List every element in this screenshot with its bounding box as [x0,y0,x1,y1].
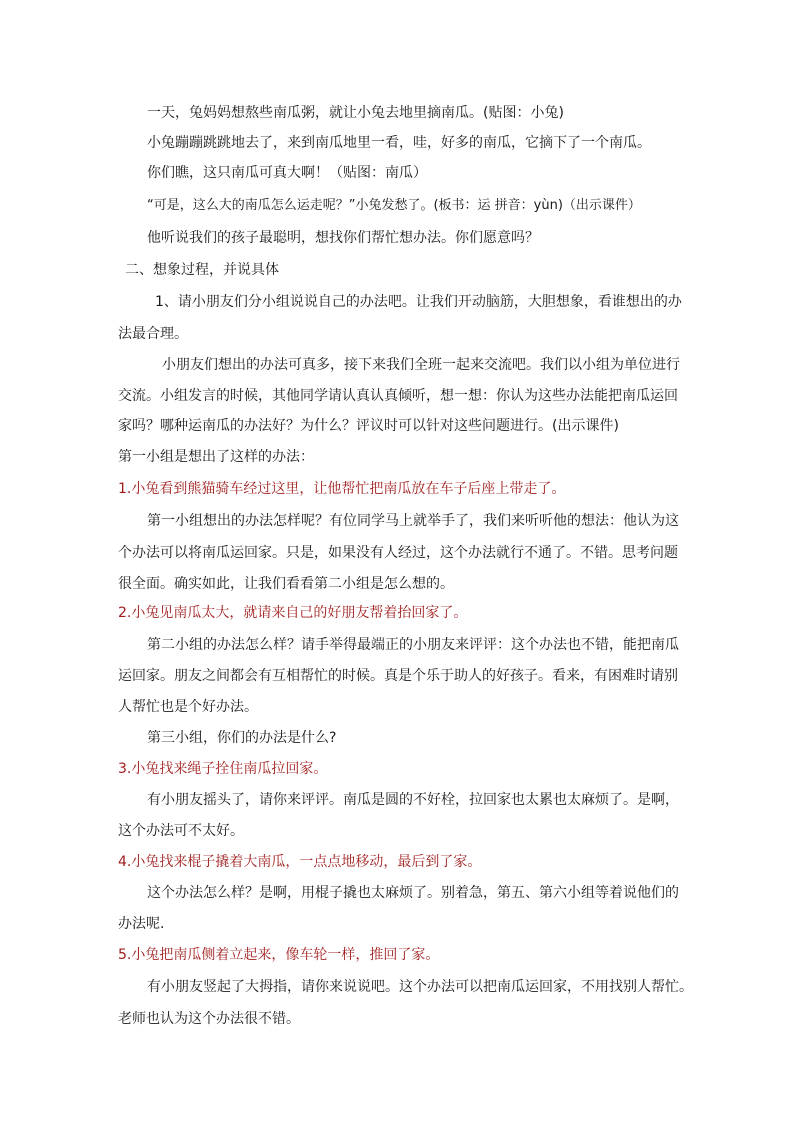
paragraph-line: 运回家。朋友之间都会有互相帮忙的时候。真是个乐于助人的好孩子。看来，有困难时请别 [118,668,678,684]
paragraph-line: 交流。小组发言的时候，其他同学请认真认真倾听，想一想：你认为这些办法能把南瓜运回 [118,388,678,404]
paragraph-line: 他听说我们的孩子最聪明，想找你们帮忙想办法。你们愿意吗？ [147,230,539,246]
paragraph-line: 办法呢. [118,916,165,932]
method-item-5: 5.小兔把南瓜侧着立起来，像车轮一样，推回了家。 [118,947,440,963]
paragraph-line: “可是，这么大的南瓜怎么运走呢？”小兔发愁了。(板书：运 拼音：yùn)（出示课件） [147,198,641,213]
paragraph-line: 人帮忙也是个好办法。 [118,699,258,715]
section-heading: 二、想象过程，并说具体 [125,262,279,278]
method-item-4: 4.小兔找来棍子撬着大南瓜，一点点地移动，最后到了家。 [118,854,482,870]
paragraph-line: 法最合理。 [118,326,188,342]
paragraph-line: 1、请小朋友们分小组说说自己的办法吧。让我们开动脑筋，大胆想象，看谁想出的办 [155,294,682,310]
paragraph-line: 第一小组想出的办法怎样呢？有位同学马上就举手了，我们来听听他的想法：他认为这 [147,513,679,529]
paragraph-line: 老师也认为这个办法很不错。 [118,1011,300,1027]
paragraph-line: 小朋友们想出的办法可真多，接下来我们全班一起来交流吧。我们以小组为单位进行 [162,357,680,373]
paragraph-line: 第一小组是想出了这样的办法： [118,449,314,465]
paragraph-line: 这个办法怎么样？是啊，用棍子撬也太麻烦了。别着急，第五、第六小组等着说他们的 [147,885,679,901]
paragraph-line: 这个办法可不太好。 [118,823,244,839]
paragraph-line: 有小朋友竖起了大拇指，请你来说说吧。这个办法可以把南瓜运回家，不用找别人帮忙。 [147,979,693,995]
paragraph-line: 一天，兔妈妈想熬些南瓜粥，就让小兔去地里摘南瓜。(贴图：小兔) [147,105,564,121]
paragraph-line: 有小朋友摇头了，请你来评评。南瓜是圆的不好栓，拉回家也太累也太麻烦了。是啊， [147,792,679,808]
paragraph-line: 小兔蹦蹦跳跳地去了，来到南瓜地里一看，哇，好多的南瓜，它摘下了一个南瓜。 [147,135,651,151]
method-item-1: 1.小兔看到熊猫骑车经过这里，让他帮忙把南瓜放在车子后座上带走了。 [118,481,566,497]
paragraph-line: 家吗？哪种运南瓜的办法好？为什么？评议时可以针对这些问题进行。(出示课件) [118,418,619,434]
paragraph-line: 第三小组，你们的办法是什么? [147,730,337,746]
paragraph-line: 个办法可以将南瓜运回家。只是，如果没有人经过，这个办法就行不通了。不错。思考问题 [118,545,678,561]
method-item-2: 2.小兔见南瓜太大，就请来自己的好朋友帮着抬回家了。 [118,605,468,621]
method-item-3: 3.小兔找来绳子拴住南瓜拉回家。 [118,761,328,777]
paragraph-line: 你们瞧，这只南瓜可真大啊！（贴图：南瓜） [147,165,427,181]
paragraph-line: 很全面。确实如此，让我们看看第二小组是怎么想的。 [118,576,454,592]
paragraph-line: 第二小组的办法怎么样？请手举得最端正的小朋友来评评：这个办法也不错，能把南瓜 [147,637,679,653]
